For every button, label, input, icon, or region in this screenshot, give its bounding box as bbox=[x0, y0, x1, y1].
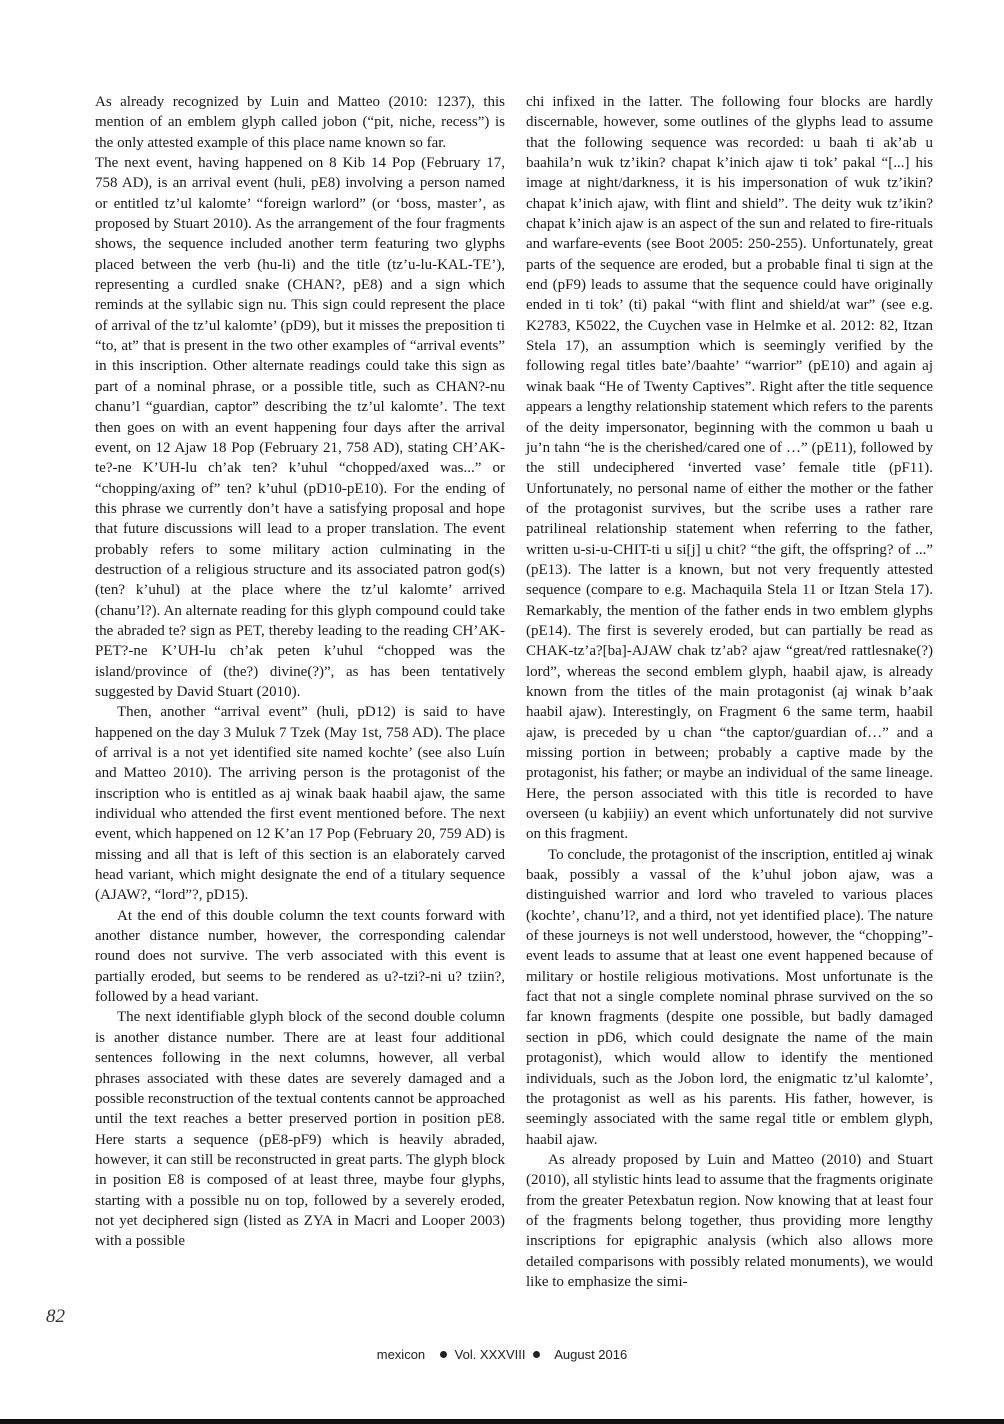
footer-volume: Vol. XXXVIII bbox=[454, 1347, 526, 1362]
footer-journal: mexicon bbox=[376, 1347, 426, 1362]
paragraph: To conclude, the protagonist of the inscription, entitled aj winak baak, possibly a vassal of the k’uhul jobon ajaw, was a distinguished warrior and lord who traveled to various places (kochte’, chanu’l?, and a third, not yet identified place). The nature of these journeys is not well understood, however, the “chopping”-event leads to assume that at least one event happened because of military or hostile religious motivations. Most unfortunate is the fact that not a single complete nominal phrase survived on the so far known fragments (despite one possible, but badly damaged section in pD6, which could designate the name of the main protagonist), which would allow to identify the mentioned individuals, such as the Jobon lord, the enigmatic tz’ul kalomte’, the protagonist as well as his parents. His father, however, is seemingly associated with the same regal title or emblem glyph, haabil ajaw. bbox=[526, 846, 933, 1148]
bullet-icon bbox=[440, 1351, 447, 1358]
paragraph: Then, another “arrival event” (huli, pD12) is said to have happened on the day 3 Muluk 7 Tzek (May 1st, 758 AD). The place of arrival is a not yet identified site named kochte’ (see also Luín and Matteo 2010). The arriving person is the protagonist of the inscription who is entitled as aj winak baak haabil ajaw, the same individual who attended the first event mentioned before. The next event, which happened on 12 K’an 17 Pop (February 20, 759 AD) is missing and all that is left of this section is an elaborately carved head variant, which might designate the end of a titulary sequence (AJAW?, “lord”?, pD15). bbox=[95, 704, 505, 904]
left-column bbox=[95, 92, 505, 1252]
footer-date: August 2016 bbox=[554, 1347, 628, 1362]
bullet-icon bbox=[533, 1351, 540, 1358]
page-number: 82 bbox=[46, 1306, 65, 1327]
paragraph: At the end of this double column the text counts forward with another distance number, however, the corresponding calendar round does not survive. The verb associated with this event is partially eroded, but seems to be rendered as u?-tzi?-ni u? tziin?, followed by a head variant. bbox=[95, 907, 505, 1006]
footer bbox=[0, 1347, 1004, 1362]
paragraph: As already recognized by Luin and Matteo (2010: 1237), this mention of an emblem glyph called jobon (“pit, niche, recess”) is the only attested example of this place name known so far. bbox=[95, 94, 505, 151]
bottom-rule bbox=[0, 1419, 1004, 1424]
paragraph: The next identifiable glyph block of the second double column is another distance number. There are at least four additional sentences following in the next columns, however, all verbal phrases associated with these dates are severely damaged and a possible reconstruction of the textual contents cannot be approached until the text reaches a better preserved portion in position pE8. Here starts a sequence (pE8-pF9) which is heavily abraded, however, it can still be reconstructed in great parts. The glyph block in position E8 is composed of at least three, maybe four glyphs, starting with a possible nu on top, followed by a severely eroded, not yet deciphered sign (listed as ZYA in Macri and Looper 2003) with a possible bbox=[95, 1009, 505, 1250]
paragraph: chi infixed in the latter. The following four blocks are hardly discernable, however, some outlines of the glyphs lead to assume that the following sequence was recorded: u baah ti ak’ab u baahila’n wuk tz’ikin? chapat k’inich ajaw ti tok’ pakal “[...] his image at night/darkness, it is his impersonation of wuk tz’ikin? chapat k’inich ajaw, with flint and shield”. The deity wuk tz’ikin? chapat k’inich ajaw is an aspect of the sun and related to fire-rituals and warfare-events (see Boot 2005: 250-255). Unfortunately, great parts of the sequence are eroded, but a probable final ti sign at the end (pF9) leads to assume that the sequence could have originally ended in ti tok’ (ti) pakal “with flint and shield/at war” (see e.g. K2783, K5022, the Cuychen vase in Helmke et al. 2012: 82, Itzan Stela 17), an assumption which is seemingly verified by the following regal titles bate’/baahte’ “warrior” (pE10) and again aj winak baak “He of Twenty Captives”. Right after the title sequence appears a lengthy relationship statement which refers to the parents of the deity impersonator, beginning with the common u baah u ju’n tahn “he is the cherished/cared one of …” (pE11), followed by the still undeciphered ‘inverted vase’ female title (pF11). Unfortunately, no personal name of either the mother or the father of the protagonist survives, but the scribe uses a rather rare patrilineal relationship statement when referring to the father, written u-si-u-CHIT-ti u si[j] u chit? “the gift, the offspring? of ...” (pE13). The latter is a known, but not very frequently attested sequence (compare to e.g. Machaquila Stela 11 or Itzan Stela 17). Remarkably, the mention of the father ends in two emblem glyphs (pE14). The first is severely eroded, but can partially be read as CHAK-tz’a?[ba]-AJAW chak tz’ab? ajaw “great/red rattlesnake(?) lord”, whereas the second emblem glyph, haabil ajaw, is already known from the titles of the main protagonist (aj winak b’aak haabil ajaw). Interestingly, on Fragment 6 the same term, haabil ajaw, is preceded by u chan “the captor/guardian of…” and a missing portion in between; probably a captive made by the protagonist, his father; or maybe an individual of the same lineage. Here, the person associated with this title is recorded to have overseen (u kabjiiy) an event which unfortunately did not survive on this fragment. bbox=[526, 94, 933, 843]
right-column bbox=[526, 92, 933, 1292]
paragraph: As already proposed by Luin and Matteo (2010) and Stuart (2010), all stylistic hints lead to assume that the fragments originate from the greater Petexbatun region. Now knowing that at least four of the fragments belong together, thus providing more lengthy inscriptions for epigraphic analysis (which also allows more detailed comparisons with possibly related monuments), we would like to emphasize the simi- bbox=[526, 1151, 933, 1290]
paragraph: The next event, having happened on 8 Kib 14 Pop (February 17, 758 AD), is an arrival event (huli, pE8) involving a person named or entitled tz’ul kalomte’ “foreign warlord” (or ‘boss, master’, as proposed by Stuart 2010). As the arrangement of the four fragments shows, the sequence included another term featuring two glyphs placed between the verb (hu-li) and the title (tz’u-lu-KAL-TE’), representing a curdled snake (CHAN?, pE8) and a sign which reminds at the syllabic sign nu. This sign could represent the place of arrival of the tz’ul kalomte’ (pD9), but it misses the preposition ti “to, at” that is present in the two other examples of “arrival events” in this inscription. Other alternate readings could take this sign as part of a nominal phrase, or a possible title, such as CHAN?-nu chanu’l “guardian, captor” describing the tz’ul kalomte’. The text then goes on with an event happening four days after the arrival event, on 12 Ajaw 18 Pop (February 21, 758 AD), stating CH’AK-te?-ne K’UH-lu ch’ak ten? k’uhul “chopped/axed was...” or “chopping/axing of” ten? k’uhul (pD10-pE10). For the ending of this phrase we currently don’t have a satisfying proposal and hope that future discussions will lead to a proper translation. The event probably refers to some military action culminating in the destruction of a religious structure and its associated patron god(s) (ten? k’uhul) at the place where the tz’ul kalomte’ arrived (chanu’l?). An alternate reading for this glyph compound could take the abraded te? sign as PET, thereby leading to the reading CH’AK-PET?-ne K’UH-lu ch’ak peten k’uhul “chopped was the island/province of (the?) divine(?)”, as has been tentatively suggested by David Stuart (2010). bbox=[95, 155, 505, 700]
